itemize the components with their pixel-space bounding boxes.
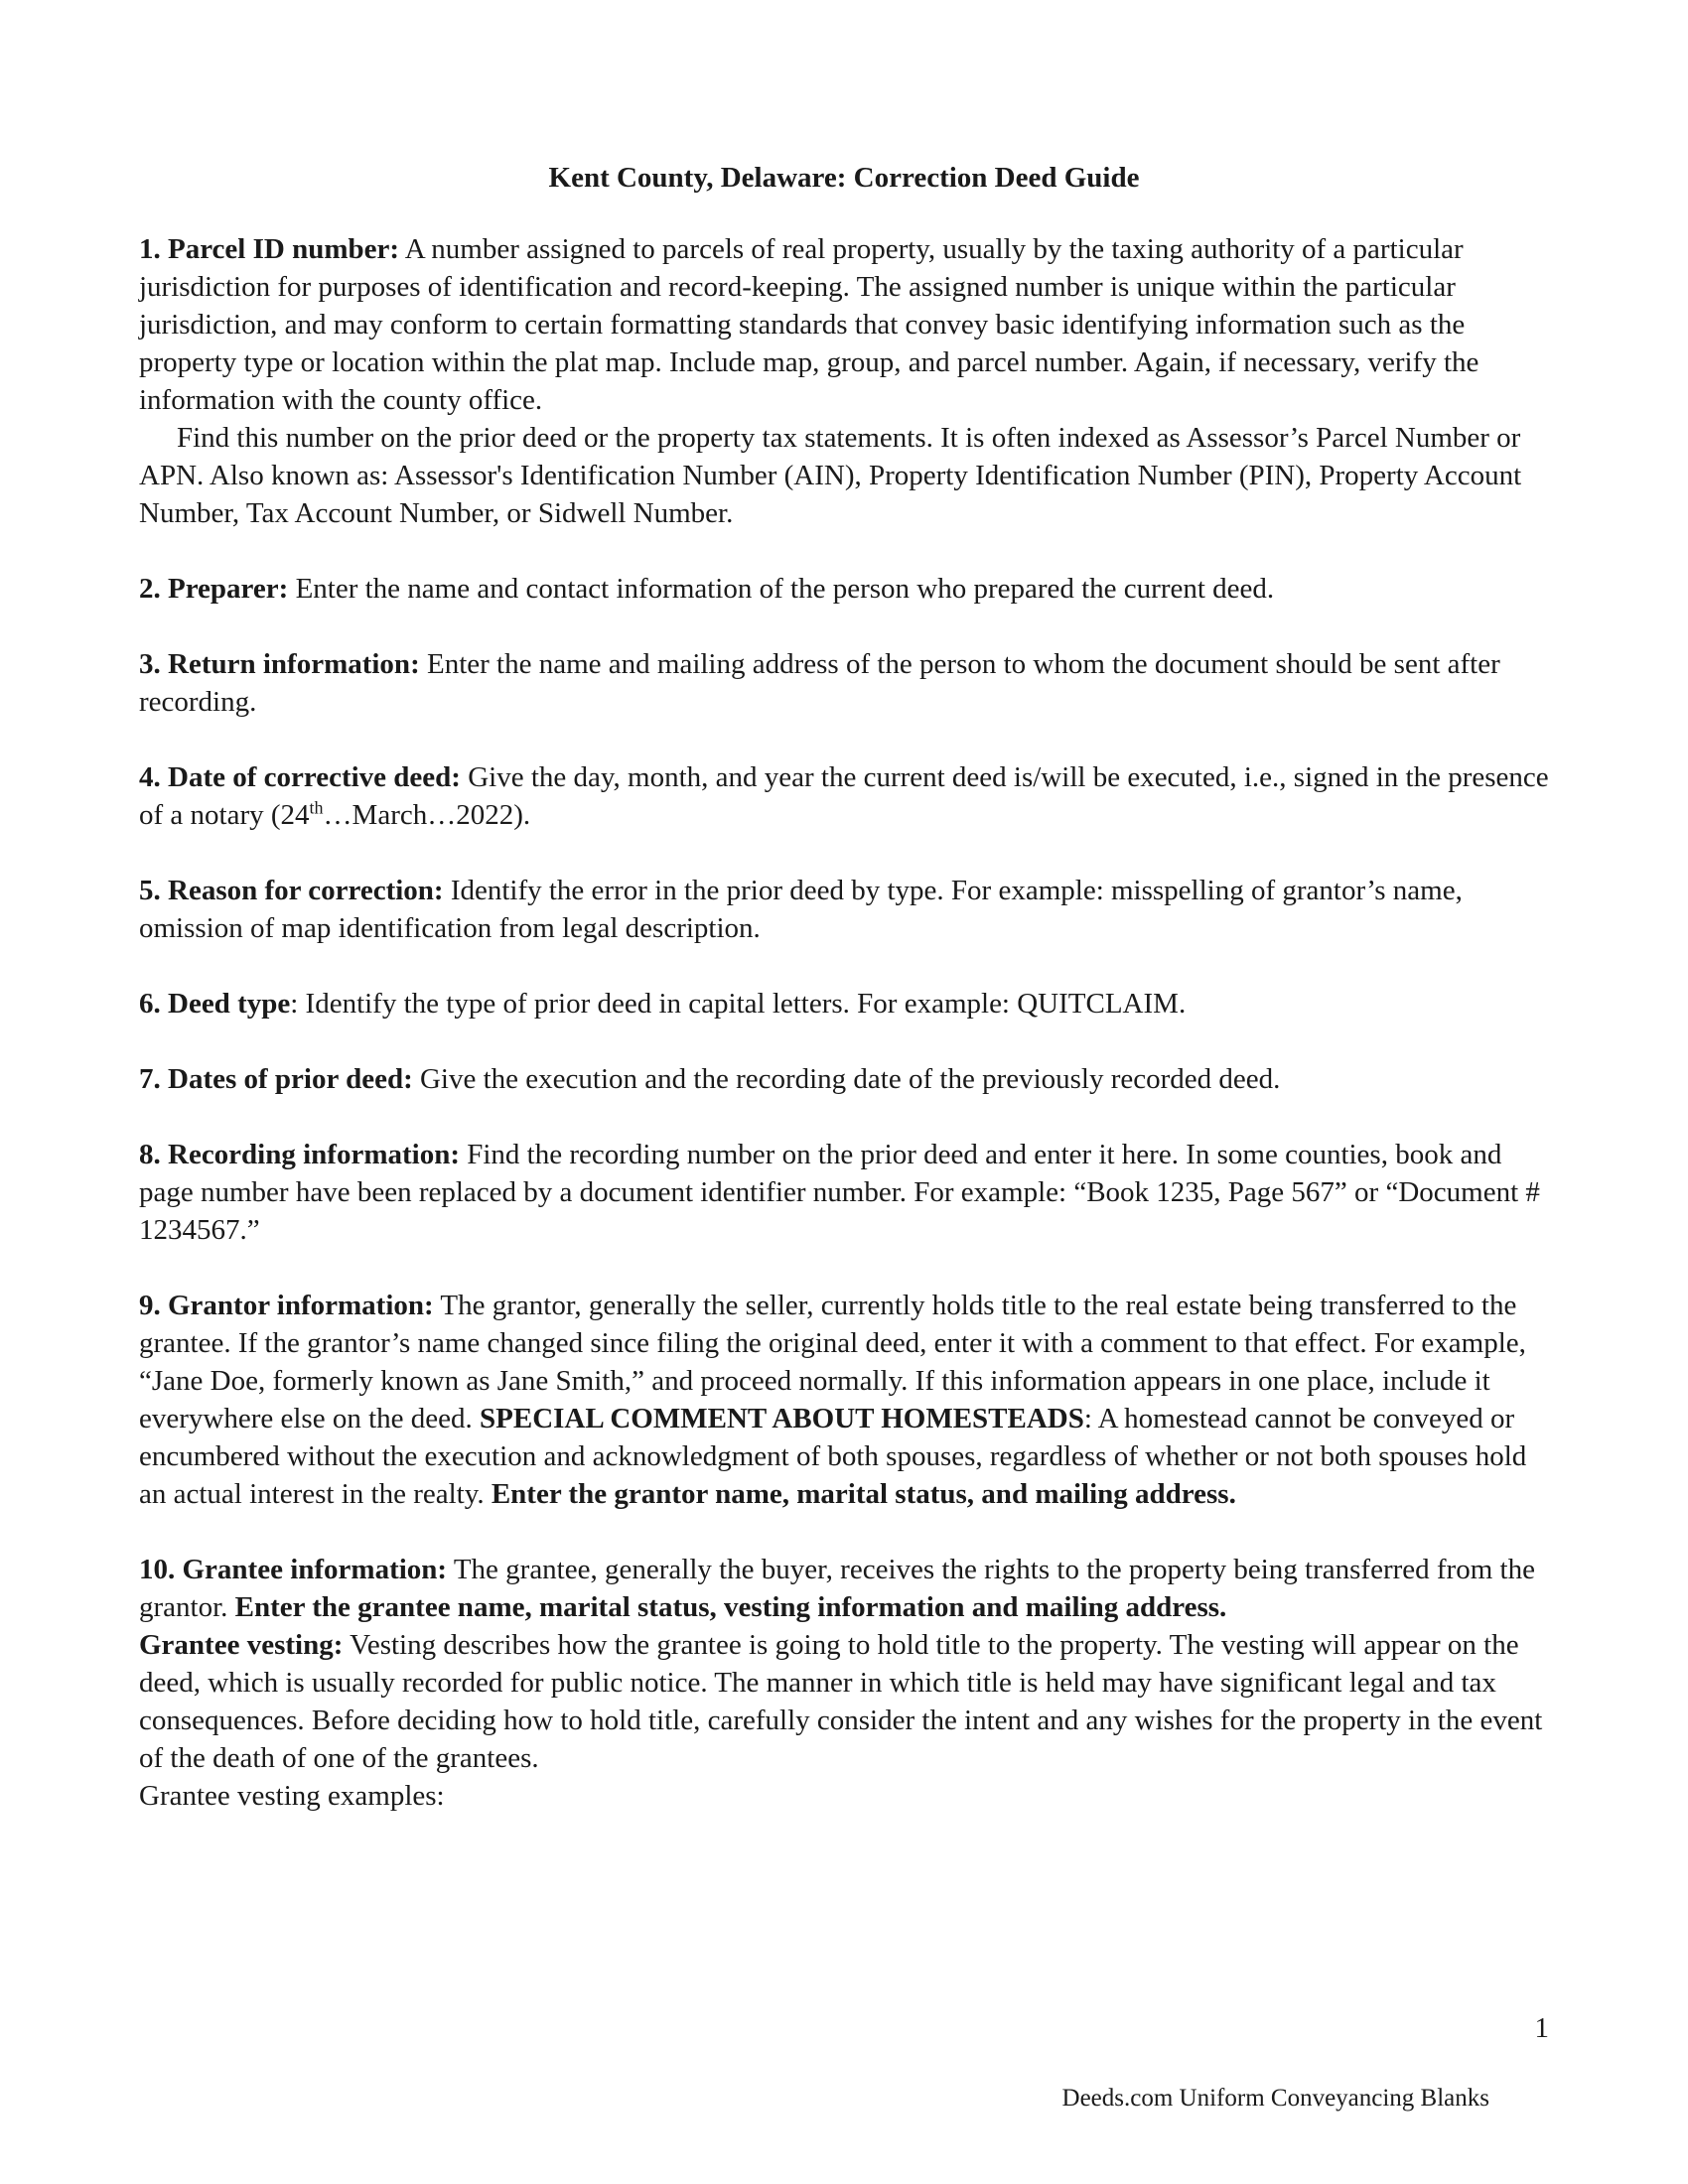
return-information-paragraph: [139, 645, 1549, 721]
preparer-label: 2. Preparer:: [139, 573, 289, 605]
deed-type-text: : Identify the type of prior deed in capital letters. For example: QUITCLAIM.: [290, 988, 1187, 1020]
section-return-information: [139, 645, 1549, 721]
parcel-id-label: 1. Parcel ID number:: [139, 233, 400, 265]
recording-information-paragraph: [139, 1136, 1549, 1249]
grantee-instruction: Enter the grantee name, marital status, vesting information and mailing address.: [234, 1591, 1227, 1623]
preparer-paragraph: [139, 570, 1549, 608]
reason-for-correction-paragraph: [139, 872, 1549, 947]
section-preparer: [139, 570, 1549, 608]
deed-type-paragraph: [139, 985, 1549, 1023]
section-date-corrective-deed: [139, 758, 1549, 834]
grantor-information-paragraph: [139, 1287, 1549, 1513]
parcel-id-text: A number assigned to parcels of real property, usually by the taxing authority of a particular jurisdiction for purposes of identification and record-keeping. The assigned number is unique within the particular jurisdiction, and may conform to certain formatting standards that convey basic identifying information such as the property type or location within the plat map. Include map, group, and parcel number. Again, if necessary, verify the information with the county office.: [139, 233, 1479, 416]
grantee-vesting-paragraph: [139, 1626, 1549, 1777]
grantee-vesting-text: Vesting describes how the grantee is going to hold title to the property. The vesting will appear on the deed, which is usually recorded for public notice. The manner in which title is held may have significant legal and tax consequences. Before deciding how to hold title, carefully consider the intent and any wishes for the property in the event of the death of one of the grantees.: [139, 1629, 1543, 1774]
date-corrective-deed-text-after: …March…2022).: [323, 799, 531, 831]
preparer-text: Enter the name and contact information of the person who prepared the current deed.: [288, 573, 1275, 605]
section-parcel-id: [139, 230, 1549, 532]
parcel-id-paragraph-2: Find this number on the prior deed or the property tax statements. It is often indexed as Assessor’s Parcel Number or APN. Also known as: Assessor's Identification Number (AIN), Property Identification Number (PIN), Property Account Number, Tax Account Number, or Sidwell Number.: [139, 422, 1522, 529]
dates-prior-deed-paragraph: [139, 1060, 1549, 1098]
homestead-comment-label: SPECIAL COMMENT ABOUT HOMESTEADS: [480, 1403, 1084, 1434]
date-corrective-deed-text: Give the day, month, and year the current deed is/will be executed, i.e., signed in the presence of a notary (24: [139, 761, 1549, 831]
section-reason-for-correction: [139, 872, 1549, 947]
page-number: 1: [1534, 2012, 1549, 2044]
document-body: [139, 159, 1549, 1815]
grantor-information-text: The grantor, generally the seller, currently holds title to the real estate being transferred to the grantee. If the grantor’s name changed since filing the original deed, enter it with a comment to that effect. For example, “Jane Doe, formerly known as Jane Smith,” and proceed normally. If this information appears in one place, include it everywhere else on the deed.: [139, 1290, 1526, 1434]
return-information-label: 3. Return information:: [139, 648, 420, 680]
grantee-vesting-examples-label: Grantee vesting examples:: [139, 1780, 445, 1812]
date-ordinal-suffix: th: [309, 797, 324, 818]
grantee-vesting-label: Grantee vesting:: [139, 1629, 344, 1661]
document-title: Kent County, Delaware: Correction Deed Guide: [548, 162, 1140, 194]
homestead-comment-text: : A homestead cannot be conveyed or encumbered without the execution and acknowledgment of both spouses, regardless of whether or not both spouses hold an actual interest in the realty.: [139, 1403, 1527, 1510]
parcel-id-paragraph: [139, 230, 1549, 419]
section-grantor-information: [139, 1287, 1549, 1513]
return-information-text: Enter the name and mailing address of the person to whom the document should be sent after recording.: [139, 648, 1500, 718]
dates-prior-deed-label: 7. Dates of prior deed:: [139, 1063, 413, 1095]
deed-type-label: 6. Deed type: [139, 988, 291, 1020]
recording-information-text: Find the recording number on the prior deed and enter it here. In some counties, book and page number have been replaced by a document identifier number. For example: “Book 1235, Page 567” or “Document # 1234567.”: [139, 1139, 1540, 1246]
grantee-information-paragraph: [139, 1551, 1549, 1626]
grantee-information-text: The grantee, generally the buyer, receives the rights to the property being transferred from the grantor.: [139, 1554, 1535, 1623]
section-deed-type: [139, 985, 1549, 1023]
section-dates-prior-deed: [139, 1060, 1549, 1098]
section-grantee-information: [139, 1551, 1549, 1815]
date-corrective-deed-label: 4. Date of corrective deed:: [139, 761, 461, 793]
footer-text: Deeds.com Uniform Conveyancing Blanks: [1061, 2085, 1489, 2112]
recording-information-label: 8. Recording information:: [139, 1139, 460, 1170]
grantee-information-label: 10. Grantee information:: [139, 1554, 448, 1585]
date-corrective-deed-paragraph: [139, 758, 1549, 834]
section-recording-information: [139, 1136, 1549, 1249]
dates-prior-deed-text: Give the execution and the recording date of the previously recorded deed.: [412, 1063, 1281, 1095]
grantor-instruction: Enter the grantor name, marital status, and mailing address.: [491, 1478, 1236, 1510]
reason-for-correction-label: 5. Reason for correction:: [139, 875, 444, 906]
reason-for-correction-text: Identify the error in the prior deed by type. For example: misspelling of grantor’s name, omission of map identification from legal description.: [139, 875, 1463, 944]
grantor-information-label: 9. Grantor information:: [139, 1290, 434, 1321]
